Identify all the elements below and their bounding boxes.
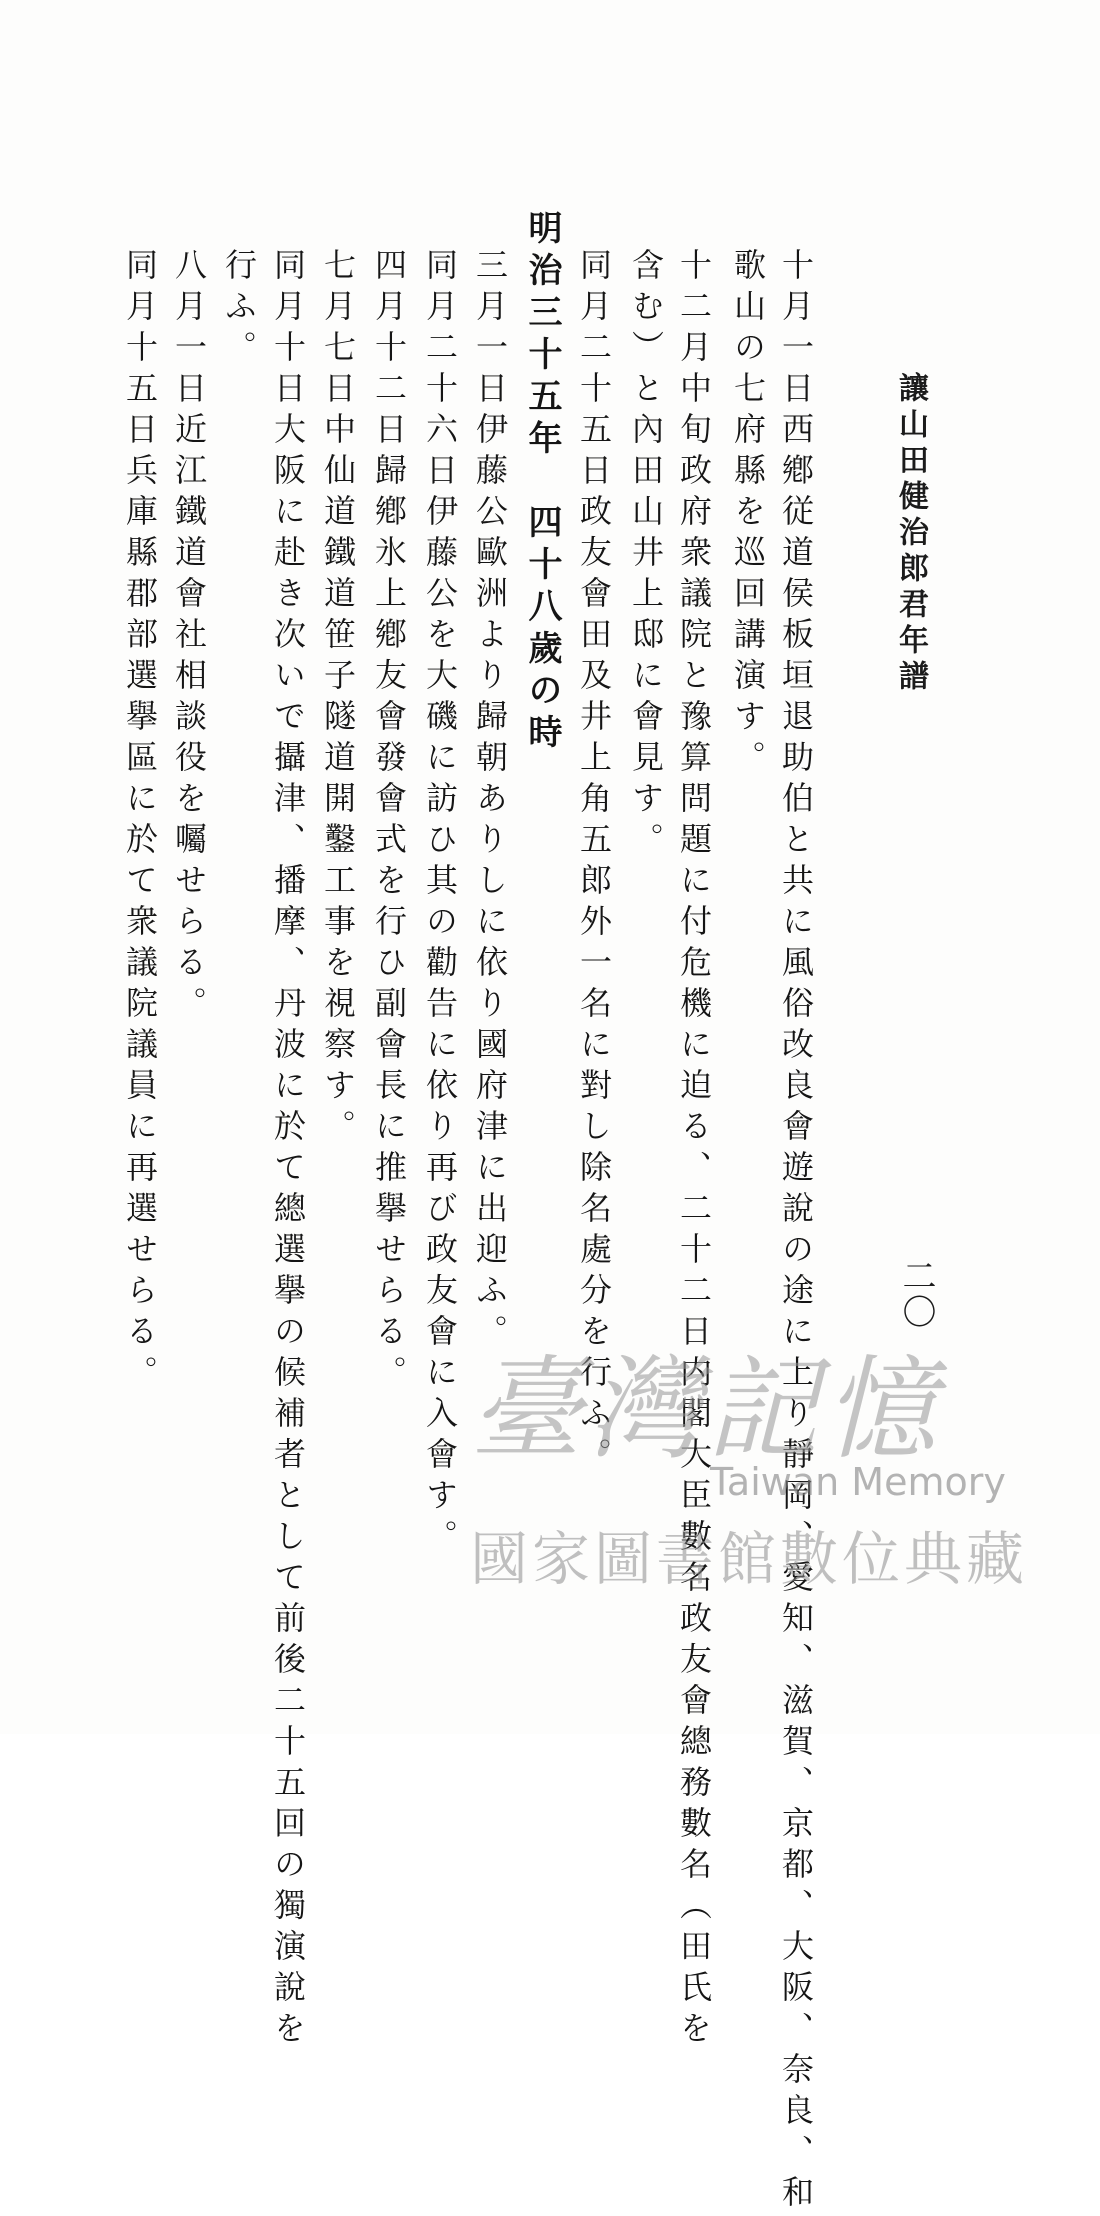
running-head: 讓山田健治郎君年譜 [893,372,928,696]
entry-line-13: 八月一日近江鐵道會社相談役を囑せらる。 [170,248,208,1027]
watermark-latin: Taiwan Memory [710,1460,1006,1504]
watermark-institution: 國家圖書館數位典藏 [470,1525,1029,1593]
entry-line-10: 七月七日中仙道鐵道笹子隧道開鑿工事を視察す。 [319,248,357,1150]
entry-line-5: 同月二十五日政友會田及井上角五郎外一名に對し除名處分を行ふ。 [575,248,613,1478]
entry-line-14: 同月十五日兵庫縣郡部選擧區に於て衆議院議員に再選せらる。 [121,248,159,1396]
library-watermark [470,1320,1030,1593]
entry-line-9: 四月十二日歸鄕氷上鄕友會發會式を行ひ副會長に推擧せらる。 [370,248,408,1396]
entry-line-8: 同月二十六日伊藤公を大磯に訪ひ其の勸告に依り再び政友會に入會す。 [421,248,459,1560]
entry-line-2: 歌山の七府縣を巡回講演す。 [729,248,767,781]
page-number: 二〇 [896,1258,936,1330]
entry-line-12: 行ふ。 [220,248,258,371]
entry-line-4: 含む）と內田山井上邸に會見す。 [627,248,665,863]
entry-line-11: 同月十日大阪に赴き次いで攝津、播摩、丹波に於て總選擧の候補者として前後二十五回の獨演說を [269,248,307,2052]
watermark-logo-script: 臺灣記憶 [470,1345,942,1475]
entry-line-1: 十月一日西鄕従道侯板垣退助伯と共に風俗改良會遊說の途に上り靜岡、愛知、滋賀、京都、大阪、奈良、和 [777,248,815,2216]
entry-line-7: 三月一日伊藤公歐洲より歸朝ありしに依り國府津に出迎ふ。 [471,248,509,1355]
entry-line-3: 十二月中旬政府衆議院と豫算問題に付危機に迫る、二十二日内閣大臣數名政友會總務數名（田氏を [675,248,713,2052]
year-heading: 明治三十五年 四十八歲の時 [522,210,562,756]
